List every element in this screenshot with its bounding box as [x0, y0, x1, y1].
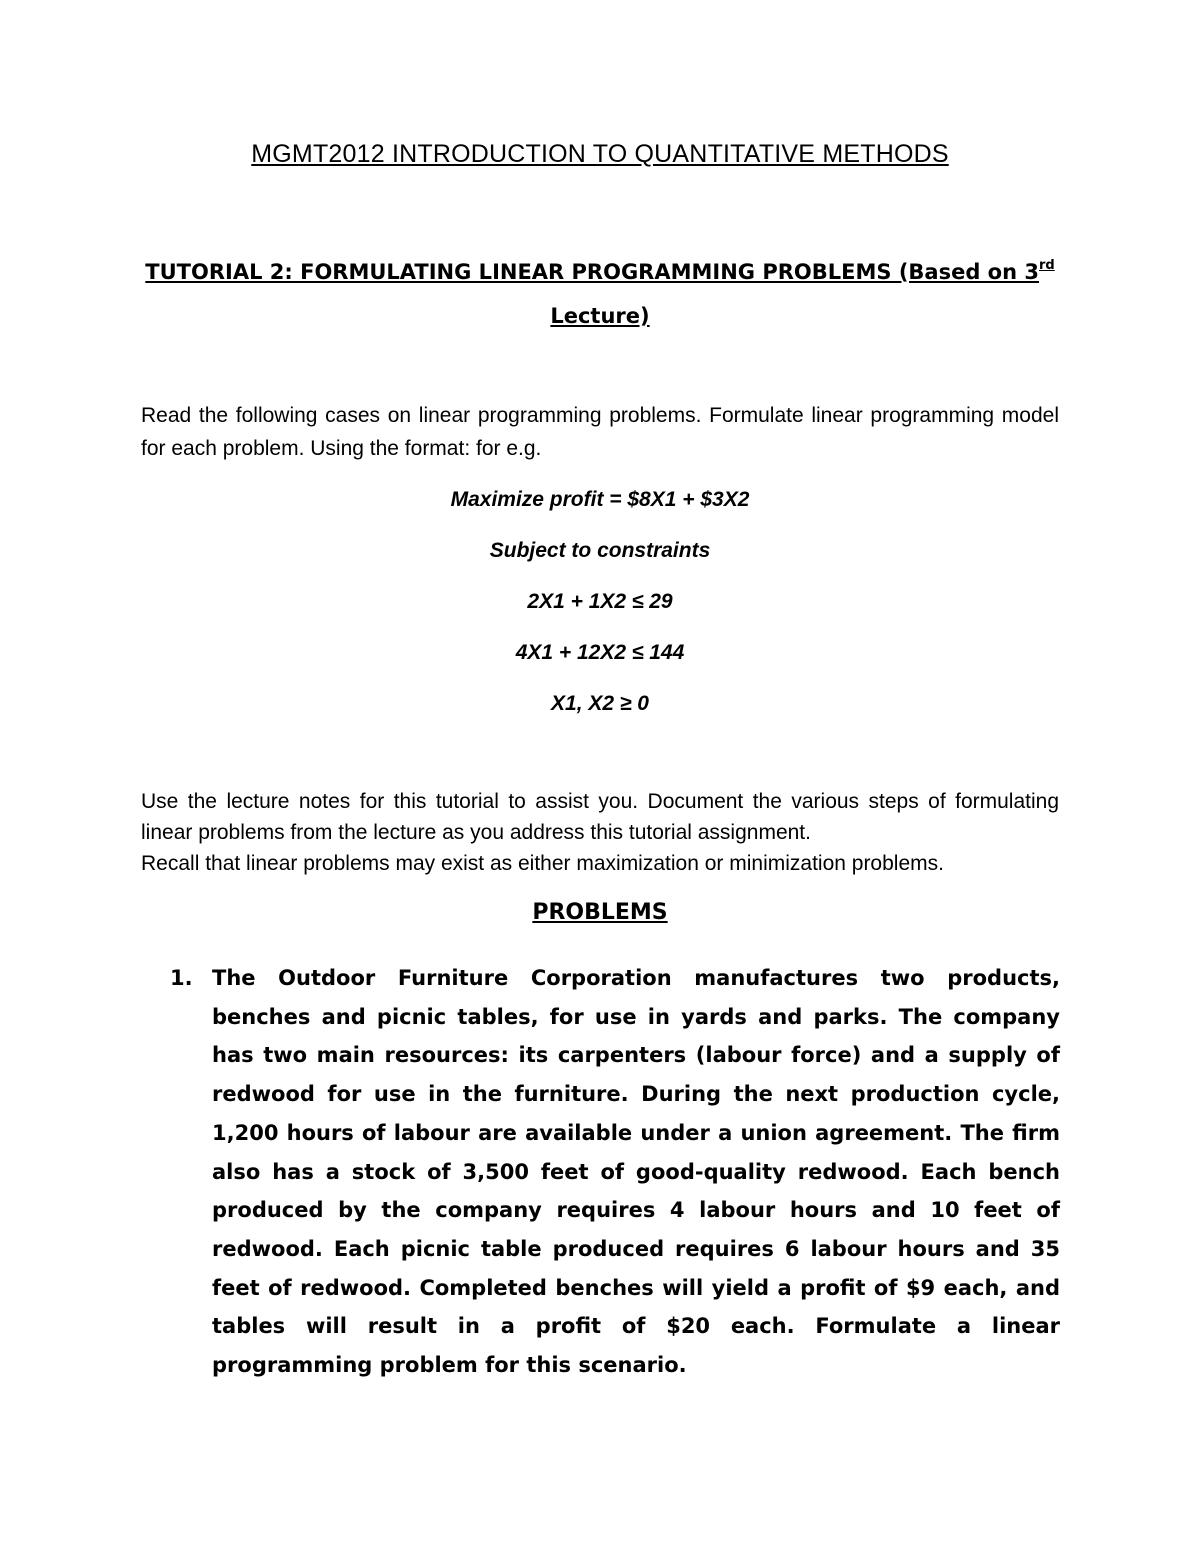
course-title: MGMT2012 INTRODUCTION TO QUANTITATIVE METHODS: [251, 140, 949, 168]
constraint-1: 2X1 + 1X2 ≤ 29: [527, 590, 673, 613]
example-model: [0, 482, 1200, 737]
constraint-2: 4X1 + 12X2 ≤ 144: [515, 641, 685, 664]
problem-text: The Outdoor Furniture Corporation manufactures two products, benches and picnic tables, for use in yards and parks. The company has two main resources: its carpenters (labour force) and a supply of redwood for use in the furniture. During the next production cycle, 1,200 hours of labour are available under a union agreement. The firm also has a stock of 3,500 feet of good-quality redwood. Each bench produced by the company requires 4 labour hours and 10 feet of redwood. Each picnic table produced requires 6 labour hours and 35 feet of redwood. Completed benches will yield a profit of $9 each, and tables will result in a profit of $20 each. Formulate a linear programming problem for this scenario.: [212, 966, 1060, 1378]
problems-heading: PROBLEMS: [532, 900, 668, 925]
tutorial-heading-superscript: rd: [1038, 258, 1055, 273]
intro-paragraph: Read the following cases on linear programming problems. Formulate linear programming model for each problem. Using the format: for e.g.: [141, 404, 1059, 460]
objective-function: Maximize profit = $8X1 + $3X2: [450, 488, 750, 511]
problem-item: [170, 959, 1060, 1385]
non-negativity-constraint: X1, X2 ≥ 0: [551, 692, 649, 715]
instructions-text: Use the lecture notes for this tutorial to assist you. Document the various steps of formulating linear problems from the lecture as you address this tutorial assignment.: [141, 790, 1059, 844]
problem-number: 1.: [170, 966, 193, 990]
problem-list: [170, 959, 1060, 1385]
instructions-last-line: Recall that linear problems may exist as either maximization or minimization problems.: [141, 852, 944, 875]
tutorial-heading-main: TUTORIAL 2: FORMULATING LINEAR PROGRAMMING PROBLEMS (Based on 3: [145, 260, 1039, 284]
instructions-paragraph: [141, 786, 1059, 879]
tutorial-heading: [140, 250, 1060, 338]
subject-to-label: Subject to constraints: [489, 539, 711, 562]
tutorial-heading-end: Lecture): [550, 304, 650, 328]
